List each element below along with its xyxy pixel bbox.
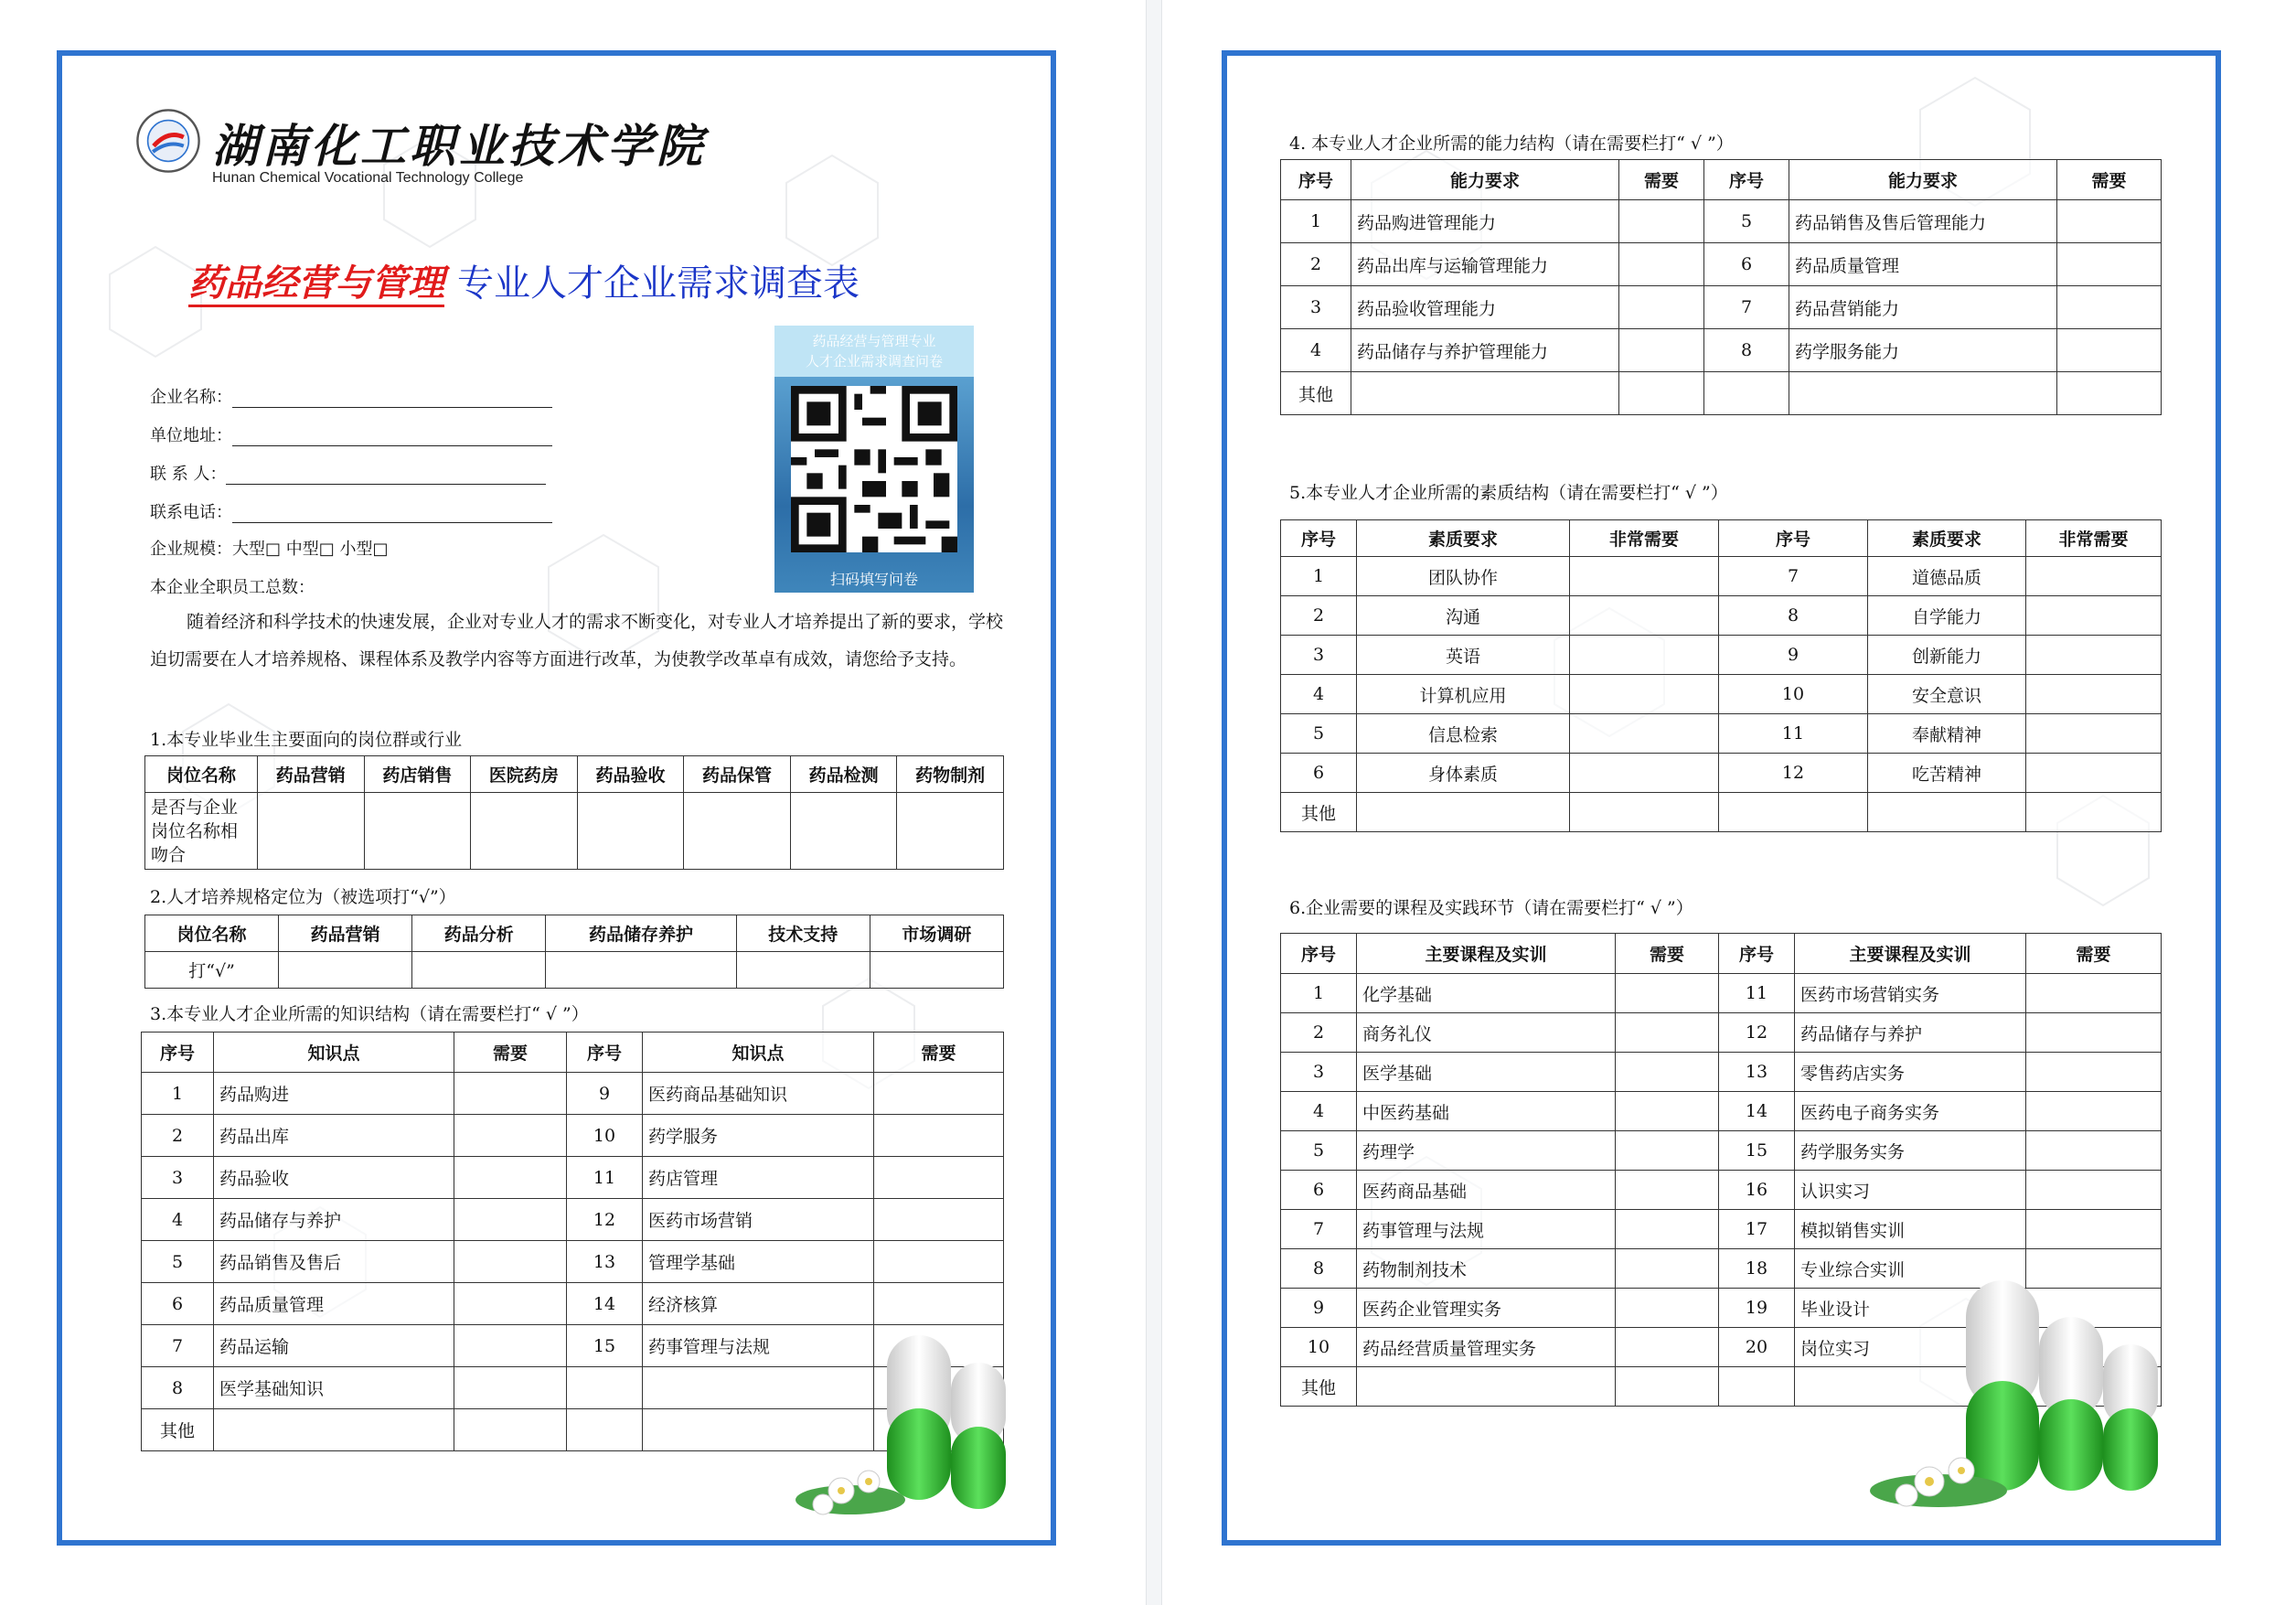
item-cell: 药品出库与运输管理能力 (1351, 243, 1619, 286)
seq-cell: 12 (1719, 754, 1868, 793)
seq-cell: 3 (1281, 636, 1357, 675)
seq-cell: 4 (142, 1199, 214, 1241)
need-check-cell[interactable] (874, 1199, 1004, 1241)
s2-header-cell: 岗位名称 (145, 915, 279, 952)
table-row (1281, 1013, 2162, 1053)
seq-cell: 14 (567, 1283, 643, 1325)
table-row (1281, 974, 2162, 1013)
s1-check-cell[interactable] (258, 793, 365, 870)
need-check-cell[interactable] (454, 1367, 567, 1409)
section5-table (1280, 519, 2162, 832)
phone-input-line[interactable] (232, 506, 552, 523)
seq-cell: 7 (1281, 1210, 1357, 1249)
item-cell: 医药企业管理实务 (1357, 1289, 1616, 1328)
section4-table (1280, 159, 2162, 415)
seq-cell: 13 (567, 1241, 643, 1283)
item-cell: 医学基础 (1357, 1053, 1616, 1092)
capsule-flower-decoration-icon (796, 1299, 1024, 1536)
capsule-flower-decoration-icon (1865, 1262, 2167, 1527)
seq-cell: 4 (1281, 329, 1351, 372)
need-check-cell[interactable] (2057, 200, 2162, 243)
contact-input-line[interactable] (226, 467, 546, 485)
school-logo-icon (135, 108, 201, 174)
need-check-cell[interactable] (1616, 1053, 1719, 1092)
need-check-cell[interactable] (1616, 1328, 1719, 1367)
seq-cell: 10 (1281, 1328, 1357, 1367)
need-check-cell[interactable] (1619, 243, 1704, 286)
seq-cell: 20 (1719, 1328, 1795, 1367)
item-cell: 药理学 (1357, 1131, 1616, 1171)
item-cell: 认识实习 (1795, 1171, 2026, 1210)
s2-header-cell: 药品分析 (412, 915, 546, 952)
other-input-cell[interactable] (1789, 372, 2057, 415)
s2-header-cell: 技术支持 (736, 915, 870, 952)
seq-cell: 15 (567, 1325, 643, 1367)
item-cell: 药品购进管理能力 (1351, 200, 1619, 243)
need-check-cell[interactable] (2026, 1131, 2162, 1171)
s6-header-cell: 需要 (2026, 934, 2162, 974)
item-cell: 药事管理与法规 (643, 1325, 874, 1367)
item-cell: 药品储存与养护管理能力 (1351, 329, 1619, 372)
item-cell: 零售药店实务 (1795, 1053, 2026, 1092)
other-input-cell[interactable] (1719, 793, 1868, 832)
table-row (1281, 200, 2162, 243)
item-cell: 药品销售及售后 (214, 1241, 454, 1283)
seq-cell: 8 (1719, 596, 1868, 636)
other-input-cell[interactable] (1357, 1367, 1616, 1407)
need-check-cell[interactable] (2026, 974, 2162, 1013)
s1-check-cell[interactable] (897, 793, 1004, 870)
title-major: 药品经营与管理 (188, 262, 444, 307)
seq-cell: 9 (1719, 636, 1868, 675)
item-cell: 中医药基础 (1357, 1092, 1616, 1131)
other-input-cell[interactable] (1570, 793, 1719, 832)
seq-cell: 11 (1719, 974, 1795, 1013)
address-input-line[interactable] (232, 429, 552, 446)
seq-cell: 2 (142, 1115, 214, 1157)
other-input-cell[interactable] (1868, 793, 2026, 832)
s2-check-cell[interactable] (736, 952, 870, 989)
address-field[interactable] (150, 423, 552, 446)
s4-header-cell: 序号 (1281, 160, 1351, 200)
table-row (142, 1241, 1004, 1283)
seq-cell: 11 (567, 1157, 643, 1199)
s1-header-cell: 药品验收 (577, 756, 684, 793)
need-check-cell[interactable] (454, 1199, 567, 1241)
s6-header-cell: 序号 (1719, 934, 1795, 974)
section3-title: 3.本专业人才企业所需的知识结构（请在需要栏打“ √ ”） (150, 1004, 589, 1024)
item-cell: 奉献精神 (1868, 714, 2026, 754)
other-input-cell[interactable] (454, 1409, 567, 1451)
table-row (1281, 1092, 2162, 1131)
need-check-cell[interactable] (1570, 714, 1719, 754)
seq-cell: 10 (567, 1115, 643, 1157)
s4-header-cell: 需要 (1619, 160, 1704, 200)
seq-cell: 6 (142, 1283, 214, 1325)
other-input-cell[interactable] (214, 1409, 454, 1451)
phone-field[interactable] (150, 499, 552, 523)
s1-header-cell: 药店销售 (364, 756, 471, 793)
other-input-cell[interactable] (1357, 793, 1570, 832)
table-row (142, 1115, 1004, 1157)
section5-title: 5.本专业人才企业所需的素质结构（请在需要栏打“ √ ”） (1289, 483, 1728, 503)
other-input-cell[interactable] (1719, 1367, 1795, 1407)
seq-cell: 9 (1281, 1289, 1357, 1328)
qr-scan-label: 扫码填写问卷 (829, 571, 918, 588)
item-cell: 医药商品基础 (1357, 1171, 1616, 1210)
s2-row-label: 打“√” (145, 952, 279, 989)
need-check-cell[interactable] (1616, 1092, 1719, 1131)
item-cell: 药品营销能力 (1789, 286, 2057, 329)
seq-cell: 5 (1281, 714, 1357, 754)
need-check-cell[interactable] (1616, 1289, 1719, 1328)
seq-cell: 5 (142, 1241, 214, 1283)
s2-check-cell[interactable] (546, 952, 736, 989)
item-cell: 管理学基础 (643, 1241, 874, 1283)
s4-header-cell: 能力要求 (1351, 160, 1619, 200)
s4-header-cell: 能力要求 (1789, 160, 2057, 200)
s1-check-cell[interactable] (471, 793, 578, 870)
item-cell: 医药市场营销 (643, 1199, 874, 1241)
item-cell: 药学服务实务 (1795, 1131, 2026, 1171)
need-check-cell[interactable] (874, 1073, 1004, 1115)
table-row (1281, 596, 2162, 636)
need-check-cell[interactable] (1619, 286, 1704, 329)
page-title (188, 254, 860, 306)
qr-code-icon[interactable] (791, 386, 957, 552)
item-cell: 药店管理 (643, 1157, 874, 1199)
school-name-cn: 湖南化工职业技术学院 (212, 119, 706, 173)
item-cell: 计算机应用 (1357, 675, 1570, 714)
item-cell: 药物制剂技术 (1357, 1249, 1616, 1289)
other-input-cell[interactable] (2057, 372, 2162, 415)
item-cell: 医学基础知识 (214, 1367, 454, 1409)
seq-cell: 7 (142, 1325, 214, 1367)
item-cell: 信息检索 (1357, 714, 1570, 754)
seq-cell (567, 1367, 643, 1409)
other-input-cell[interactable] (1619, 372, 1704, 415)
need-check-cell[interactable] (454, 1073, 567, 1115)
need-check-cell[interactable] (2026, 596, 2162, 636)
section2-table (144, 915, 1004, 989)
seq-cell: 7 (1719, 557, 1868, 596)
other-label: 其他 (1281, 372, 1351, 415)
item-cell: 模拟销售实训 (1795, 1210, 2026, 1249)
seq-cell: 6 (1281, 754, 1357, 793)
s3-header-cell: 需要 (874, 1033, 1004, 1073)
seq-cell: 2 (1281, 243, 1351, 286)
s1-header-cell: 岗位名称 (145, 756, 258, 793)
seq-cell: 19 (1719, 1289, 1795, 1328)
s2-header-cell: 药品营销 (279, 915, 412, 952)
other-label: 其他 (1281, 793, 1357, 832)
other-row (1281, 372, 2162, 415)
s6-header-cell: 主要课程及实训 (1795, 934, 2026, 974)
seq-cell: 12 (1719, 1013, 1795, 1053)
need-check-cell[interactable] (874, 1241, 1004, 1283)
s1-header-cell: 药品保管 (684, 756, 791, 793)
seq-cell: 4 (1281, 675, 1357, 714)
s1-check-cell[interactable] (790, 793, 897, 870)
qr-caption-line1: 药品经营与管理专业 (812, 333, 936, 349)
s1-header-cell: 药品营销 (258, 756, 365, 793)
staff-count-field[interactable]: 本企业全职员工总数： (150, 578, 315, 597)
item-cell: 身体素质 (1357, 754, 1570, 793)
seq-cell: 11 (1719, 714, 1868, 754)
item-cell: 药品运输 (214, 1325, 454, 1367)
section6-title: 6.企业需要的课程及实践环节（请在需要栏打“ √ ”） (1289, 898, 1693, 918)
s3-header-cell: 序号 (142, 1033, 214, 1073)
seq-cell: 5 (1281, 1131, 1357, 1171)
s2-header-cell: 药品储存养护 (546, 915, 736, 952)
seq-cell: 1 (1281, 557, 1357, 596)
item-cell: 药学服务 (643, 1115, 874, 1157)
seq-cell: 10 (1719, 675, 1868, 714)
s3-header-cell: 序号 (567, 1033, 643, 1073)
seq-cell: 7 (1704, 286, 1789, 329)
table-row (1281, 286, 2162, 329)
item-cell: 医药市场营销实务 (1795, 974, 2026, 1013)
phone-label: 联系电话： (150, 503, 232, 522)
qr-caption-line2: 人才企业需求调查问卷 (805, 353, 943, 369)
s2-check-cell[interactable] (412, 952, 546, 989)
seq-cell: 3 (1281, 1053, 1357, 1092)
table-row (1281, 1171, 2162, 1210)
need-check-cell[interactable] (2026, 557, 2162, 596)
need-check-cell[interactable] (2026, 714, 2162, 754)
seq-cell: 1 (1281, 200, 1351, 243)
seq-cell: 13 (1719, 1053, 1795, 1092)
seq-cell: 18 (1719, 1249, 1795, 1289)
seq-cell: 4 (1281, 1092, 1357, 1131)
need-check-cell[interactable] (1616, 974, 1719, 1013)
s1-check-cell[interactable] (364, 793, 471, 870)
need-check-cell[interactable] (1619, 200, 1704, 243)
need-check-cell[interactable] (2026, 1210, 2162, 1249)
item-cell: 医药电子商务实务 (1795, 1092, 2026, 1131)
table-row (142, 1073, 1004, 1115)
table-row (1281, 1210, 2162, 1249)
item-cell: 专业综合实训 (1795, 1249, 2026, 1289)
section1-table (144, 755, 1004, 870)
item-cell: 团队协作 (1357, 557, 1570, 596)
need-check-cell[interactable] (1570, 636, 1719, 675)
s1-row-label: 是否与企业岗位名称相吻合 (145, 793, 258, 870)
seq-cell: 3 (1281, 286, 1351, 329)
other-input-cell[interactable] (1704, 372, 1789, 415)
item-cell: 药品质量管理 (1789, 243, 2057, 286)
item-cell: 药品验收管理能力 (1351, 286, 1619, 329)
need-check-cell[interactable] (2057, 286, 2162, 329)
s6-header-cell: 序号 (1281, 934, 1357, 974)
item-cell: 吃苦精神 (1868, 754, 2026, 793)
item-cell: 沟通 (1357, 596, 1570, 636)
seq-cell: 6 (1281, 1171, 1357, 1210)
item-cell: 毕业设计 (1795, 1289, 2026, 1328)
page-fold (1146, 0, 1162, 1605)
need-check-cell[interactable] (1616, 1013, 1719, 1053)
need-check-cell[interactable] (454, 1115, 567, 1157)
seq-cell: 1 (142, 1073, 214, 1115)
item-cell: 经济核算 (643, 1283, 874, 1325)
need-check-cell[interactable] (2026, 1053, 2162, 1092)
other-input-cell[interactable] (1351, 372, 1619, 415)
table-row (1281, 1131, 2162, 1171)
need-check-cell[interactable] (1616, 1210, 1719, 1249)
school-name-en: Hunan Chemical Vocational Technology College (212, 170, 524, 186)
s6-header-cell: 主要课程及实训 (1357, 934, 1616, 974)
need-check-cell[interactable] (2026, 754, 2162, 793)
need-check-cell[interactable] (2026, 1092, 2162, 1131)
s3-header-cell: 需要 (454, 1033, 567, 1073)
need-check-cell[interactable] (1570, 675, 1719, 714)
seq-cell: 3 (142, 1157, 214, 1199)
seq-cell: 2 (1281, 1013, 1357, 1053)
seq-cell: 15 (1719, 1131, 1795, 1171)
s2-check-cell[interactable] (279, 952, 412, 989)
seq-cell: 8 (1281, 1249, 1357, 1289)
section2-title: 2.人才培养规格定位为（被选项打“√”） (150, 887, 456, 907)
company-name-field[interactable] (150, 384, 552, 408)
title-survey: 专业人才企业需求调查表 (457, 262, 860, 305)
contact-field[interactable] (150, 461, 546, 485)
seq-cell: 16 (1719, 1171, 1795, 1210)
table-row (1281, 557, 2162, 596)
need-check-cell[interactable] (2026, 1171, 2162, 1210)
s1-header-cell: 药品检测 (790, 756, 897, 793)
item-cell: 自学能力 (1868, 596, 2026, 636)
need-check-cell[interactable] (454, 1157, 567, 1199)
seq-cell: 8 (142, 1367, 214, 1409)
s1-check-cell[interactable] (684, 793, 791, 870)
need-check-cell[interactable] (1616, 1249, 1719, 1289)
need-check-cell[interactable] (454, 1325, 567, 1367)
section4-title: 4. 本专业人才企业所需的能力结构（请在需要栏打“ √ ”） (1289, 134, 1734, 154)
seq-cell: 5 (1704, 200, 1789, 243)
s5-header-cell: 非常需要 (1570, 520, 1719, 557)
seq-cell: 12 (567, 1199, 643, 1241)
s5-header-cell: 序号 (1719, 520, 1868, 557)
item-cell: 安全意识 (1868, 675, 2026, 714)
need-check-cell[interactable] (2057, 329, 2162, 372)
address-label: 单位地址： (150, 426, 232, 445)
s3-header-cell: 知识点 (643, 1033, 874, 1073)
item-cell: 药品购进 (214, 1073, 454, 1115)
table-row (1281, 1053, 2162, 1092)
s5-header-cell: 序号 (1281, 520, 1357, 557)
item-cell: 药品储存与养护 (1795, 1013, 2026, 1053)
item-cell: 化学基础 (1357, 974, 1616, 1013)
need-check-cell[interactable] (1616, 1171, 1719, 1210)
seq-cell: 14 (1719, 1092, 1795, 1131)
need-check-cell[interactable] (2026, 1013, 2162, 1053)
table-row (1281, 329, 2162, 372)
s5-header-cell: 素质要求 (1357, 520, 1570, 557)
item-cell: 药品质量管理 (214, 1283, 454, 1325)
item-cell: 英语 (1357, 636, 1570, 675)
s5-header-cell: 非常需要 (2026, 520, 2162, 557)
s6-header-cell: 需要 (1616, 934, 1719, 974)
need-check-cell[interactable] (2026, 636, 2162, 675)
scale-field[interactable]: 企业规模：大型□ 中型□ 小型□ (150, 540, 389, 559)
item-cell: 商务礼仪 (1357, 1013, 1616, 1053)
other-label: 其他 (1281, 1367, 1357, 1407)
qr-code-panel[interactable] (774, 326, 974, 593)
contact-label: 联 系 人： (150, 465, 227, 484)
item-cell: 药品出库 (214, 1115, 454, 1157)
seq-cell: 2 (1281, 596, 1357, 636)
intro-paragraph: 随着经济和科学技术的快速发展，企业对专业人才的需求不断变化，对专业人才培养提出了新的要求，学校迫切需要在人才培养规格、课程体系及教学内容等方面进行改革，为使教学改革卓有成效，请您给予支持。 (150, 612, 1004, 669)
s2-check-cell[interactable] (870, 952, 1003, 989)
s4-header-cell: 需要 (2057, 160, 2162, 200)
table-row (1281, 754, 2162, 793)
item-cell: 创新能力 (1868, 636, 2026, 675)
company-label: 企业名称： (150, 388, 232, 407)
s2-header-cell: 市场调研 (870, 915, 1003, 952)
item-cell: 药事管理与法规 (1357, 1210, 1616, 1249)
item-cell: 药品验收 (214, 1157, 454, 1199)
other-input-cell[interactable] (567, 1409, 643, 1451)
s4-header-cell: 序号 (1704, 160, 1789, 200)
item-cell: 药学服务能力 (1789, 329, 2057, 372)
s5-header-cell: 素质要求 (1868, 520, 2026, 557)
need-check-cell[interactable] (2026, 675, 2162, 714)
need-check-cell[interactable] (1616, 1131, 1719, 1171)
seq-cell: 8 (1704, 329, 1789, 372)
seq-cell: 17 (1719, 1210, 1795, 1249)
table-row (142, 1157, 1004, 1199)
need-check-cell[interactable] (1570, 557, 1719, 596)
need-check-cell[interactable] (454, 1283, 567, 1325)
need-check-cell[interactable] (2057, 243, 2162, 286)
item-cell: 道德品质 (1868, 557, 2026, 596)
s3-header-cell: 知识点 (214, 1033, 454, 1073)
table-row (1281, 636, 2162, 675)
other-input-cell[interactable] (2026, 793, 2162, 832)
section1-title: 1.本专业毕业生主要面向的岗位群或行业 (150, 730, 463, 750)
item-cell: 药品销售及售后管理能力 (1789, 200, 2057, 243)
other-input-cell[interactable] (1616, 1367, 1719, 1407)
need-check-cell[interactable] (454, 1241, 567, 1283)
s1-header-cell: 医院药房 (471, 756, 578, 793)
need-check-cell[interactable] (1619, 329, 1704, 372)
s1-check-cell[interactable] (577, 793, 684, 870)
item-cell: 岗位实习 (1795, 1328, 2026, 1367)
need-check-cell[interactable] (1570, 596, 1719, 636)
qr-caption (774, 326, 974, 371)
company-input-line[interactable] (232, 391, 552, 408)
need-check-cell[interactable] (1570, 754, 1719, 793)
other-row (1281, 793, 2162, 832)
seq-cell: 9 (567, 1073, 643, 1115)
need-check-cell[interactable] (874, 1115, 1004, 1157)
item-cell: 药品储存与养护 (214, 1199, 454, 1241)
item-cell: 医药商品基础知识 (643, 1073, 874, 1115)
table-row (1281, 243, 2162, 286)
other-label: 其他 (142, 1409, 214, 1451)
table-row (1281, 675, 2162, 714)
item-cell: 药品经营质量管理实务 (1357, 1328, 1616, 1367)
table-row (1281, 714, 2162, 754)
qr-background (774, 377, 974, 593)
seq-cell: 6 (1704, 243, 1789, 286)
seq-cell: 1 (1281, 974, 1357, 1013)
table-row (142, 1199, 1004, 1241)
s1-header-cell: 药物制剂 (897, 756, 1004, 793)
need-check-cell[interactable] (874, 1157, 1004, 1199)
